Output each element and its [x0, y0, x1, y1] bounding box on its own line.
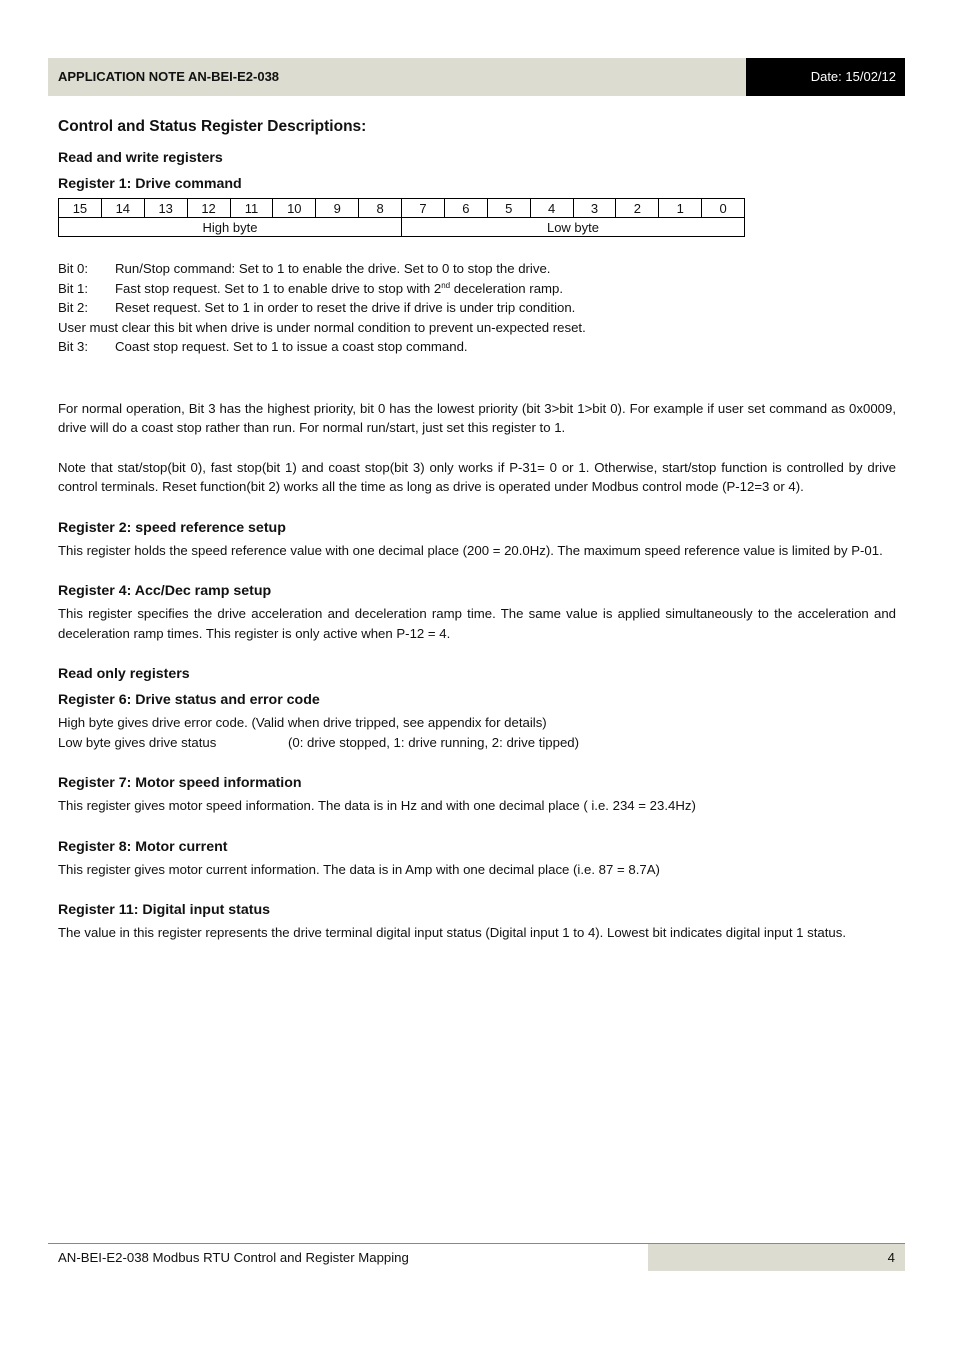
low-byte-cell: Low byte — [402, 218, 745, 237]
bit-number-row — [59, 199, 745, 218]
bit-cell: 12 — [187, 199, 230, 218]
bit-description: Run/Stop command: Set to 1 to enable the drive. Set to 0 to stop the drive. — [115, 261, 551, 276]
bit-cell: 2 — [616, 199, 659, 218]
page-content — [58, 114, 896, 943]
bit-cell: 5 — [487, 199, 530, 218]
bit-3-line — [58, 337, 896, 357]
status-values: (0: drive stopped, 1: drive running, 2: drive tipped) — [288, 734, 580, 750]
register-1-bit-table — [58, 198, 745, 237]
register-2-heading: Register 2: speed reference setup — [58, 519, 286, 536]
bit-description: Reset request. Set to 1 in order to reset the drive if drive is under trip condition. — [115, 300, 576, 315]
bit-cell: 6 — [444, 199, 487, 218]
document-header-date: Date: 15/02/12 — [746, 58, 905, 96]
register-8-heading: Register 8: Motor current — [58, 838, 228, 855]
register-7-heading: Register 7: Motor speed information — [58, 775, 302, 791]
bit-cell: 9 — [316, 199, 359, 218]
footer-page-number: 4 — [648, 1244, 905, 1271]
section-title: Control and Status Register Descriptions: — [58, 118, 367, 135]
bit-description-list — [58, 259, 896, 357]
bit-description-cont: deceleration ramp. — [450, 280, 564, 296]
bit-label: Bit 2: — [58, 300, 89, 315]
byte-label-row — [59, 218, 745, 237]
ro-registers-heading: Read only registers — [58, 666, 190, 682]
bit-cell: 0 — [702, 199, 745, 218]
bit-0-line — [58, 259, 896, 279]
register-4-heading: Register 4: Acc/Dec ramp setup — [58, 583, 272, 599]
bit-2-note-line — [58, 318, 896, 338]
status-label: Low byte gives drive status — [58, 734, 217, 750]
register-11-text: The value in this register represents the drive terminal digital input status (Digital input 1 to 4). Lowest bit indicates digital input 1 status. — [58, 925, 846, 940]
register-6-line-1: High byte gives drive error code. (Valid when drive tripped, see appendix for details) — [58, 715, 547, 730]
register-4-text: This register specifies the drive acceleration and deceleration ramp time. The same value is applied simultaneously to the acceleration and deceleration ramp times. This register is only active when P-12 = 4. — [58, 606, 896, 641]
register-11-heading: Register 11: Digital input status — [58, 902, 271, 918]
bit-cell: 13 — [144, 199, 187, 218]
bit-label: Bit 0: — [58, 261, 89, 276]
bit-cell: 15 — [59, 199, 102, 218]
register-6-line-2 — [58, 733, 896, 753]
bit-cell: 7 — [402, 199, 445, 218]
bit-label: Bit 3: — [58, 339, 89, 354]
register-8-text: This register gives motor current information. The data is in Amp with one decimal place (i.e. 87 = 8.7A) — [58, 861, 660, 877]
ordinal-suffix: nd — [441, 280, 451, 290]
bit-cell: 11 — [230, 199, 273, 218]
bit-label: Bit 1: — [58, 280, 89, 296]
document-header-title: APPLICATION NOTE AN-BEI-E2-038 — [48, 58, 746, 96]
register-2-text: This register holds the speed reference value with one decimal place (200 = 20.0Hz). The maximum speed reference value is limited by P-01. — [58, 542, 883, 558]
bit-description: Coast stop request. Set to 1 to issue a coast stop command. — [115, 339, 468, 354]
rw-registers-heading: Read and write registers — [58, 150, 223, 166]
register-1-heading: Register 1: Drive command — [58, 176, 242, 192]
priority-paragraph: For normal operation, Bit 3 has the highest priority, bit 0 has the lowest priority (bit 3>bit 1>bit 0). For example if user set command as 0x0009, drive will do a coast stop rather than run. For normal run/start, just set this register to 1. — [58, 400, 896, 435]
bit-cell: 3 — [573, 199, 616, 218]
high-byte-cell: High byte — [59, 218, 402, 237]
bit-description: Fast stop request. Set to 1 to enable drive to stop with 2 — [115, 280, 442, 296]
bit-cell: 14 — [101, 199, 144, 218]
bit-1-line — [58, 279, 896, 299]
register-6-heading: Register 6: Drive status and error code — [58, 692, 320, 708]
bit-note: User must clear this bit when drive is under normal condition to prevent un-expected reset. — [58, 319, 586, 335]
bit-cell: 10 — [273, 199, 316, 218]
bit-cell: 1 — [659, 199, 702, 218]
bit-2-line — [58, 298, 896, 318]
bit-cell: 4 — [530, 199, 573, 218]
register-7-text: This register gives motor speed information. The data is in Hz and with one decimal place ( i.e. 234 = 23.4Hz) — [58, 798, 696, 813]
note-paragraph: Note that stat/stop(bit 0), fast stop(bit 1) and coast stop(bit 3) only works if P-31= 0 or 1. Otherwise, start/stop function is controlled by drive control terminals. Reset function(bit 2) works all the time as long as drive is operated under Modbus control mode (P-12=3 or 4). — [58, 459, 896, 494]
bit-cell: 8 — [359, 199, 402, 218]
footer-doc-title: AN-BEI-E2-038 Modbus RTU Control and Register Mapping — [58, 1250, 409, 1265]
